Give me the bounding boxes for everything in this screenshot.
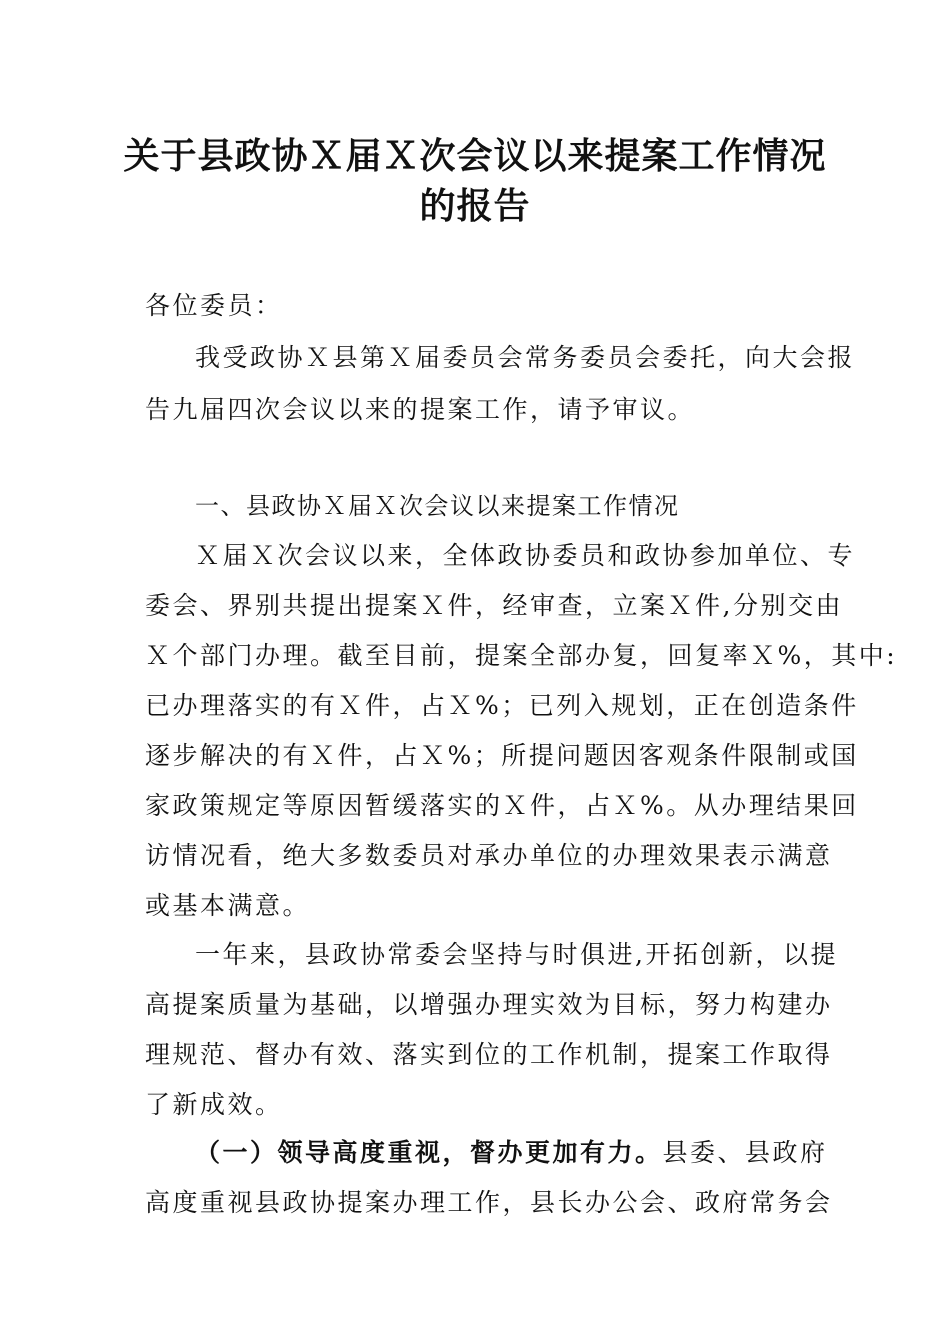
- paragraph-1-line-3: Ｘ个部门办理。截至目前，提案全部办复，回复率Ｘ%，其中:: [145, 641, 898, 670]
- paragraph-1-line-1: Ｘ届Ｘ次会议以来，全体政协委员和政协参加单位、专: [195, 541, 856, 570]
- paragraph-2-line-4: 了新成效。: [145, 1090, 283, 1119]
- paragraph-1-line-7: 访情况看，绝大多数委员对承办单位的办理效果表示满意: [145, 841, 833, 870]
- intro-line-2: 告九届四次会议以来的提案工作，请予审议。: [145, 395, 696, 424]
- paragraph-1-line-8: 或基本满意。: [145, 891, 311, 920]
- subsection-1-text: 县委、县政府: [662, 1138, 828, 1167]
- paragraph-1-line-6: 家政策规定等原因暂缓落实的Ｘ件，占Ｘ%。从办理结果回: [145, 791, 859, 820]
- subsection-1-line-1: [195, 1133, 828, 1169]
- document-title-line-2: 的报告: [419, 185, 531, 227]
- paragraph-2-line-3: 理规范、督办有效、落实到位的工作机制，提案工作取得: [145, 1040, 833, 1069]
- paragraph-1-line-5: 逐步解决的有Ｘ件，占Ｘ%；所提问题因客观条件限制或国: [145, 741, 859, 770]
- intro-line-1: 我受政协Ｘ县第Ｘ届委员会常务委员会委托，向大会报: [195, 343, 856, 372]
- subsection-1-heading: （一）领导高度重视，督办更加有力。: [195, 1138, 663, 1167]
- paragraph-2-line-1: 一年来，县政协常委会坚持与时俱进,开拓创新，以提: [195, 940, 838, 969]
- paragraph-2-line-2: 高提案质量为基础，以增强办理实效为目标，努力构建办: [145, 990, 833, 1019]
- paragraph-1-line-4: 已办理落实的有Ｘ件，占Ｘ%；已列入规划，正在创造条件: [145, 691, 859, 720]
- salutation: 各位委员：: [145, 291, 283, 320]
- paragraph-1-line-2: 委会、界别共提出提案Ｘ件，经审查，立案Ｘ件,分别交由: [145, 591, 843, 620]
- section-1-heading: 一、县政协Ｘ届Ｘ次会议以来提案工作情况: [195, 492, 680, 520]
- document-title-line-1: 关于县政协Ｘ届Ｘ次会议以来提案工作情况: [123, 135, 827, 177]
- subsection-1-line-2: 高度重视县政协提案办理工作，县长办公会、政府常务会: [145, 1188, 833, 1217]
